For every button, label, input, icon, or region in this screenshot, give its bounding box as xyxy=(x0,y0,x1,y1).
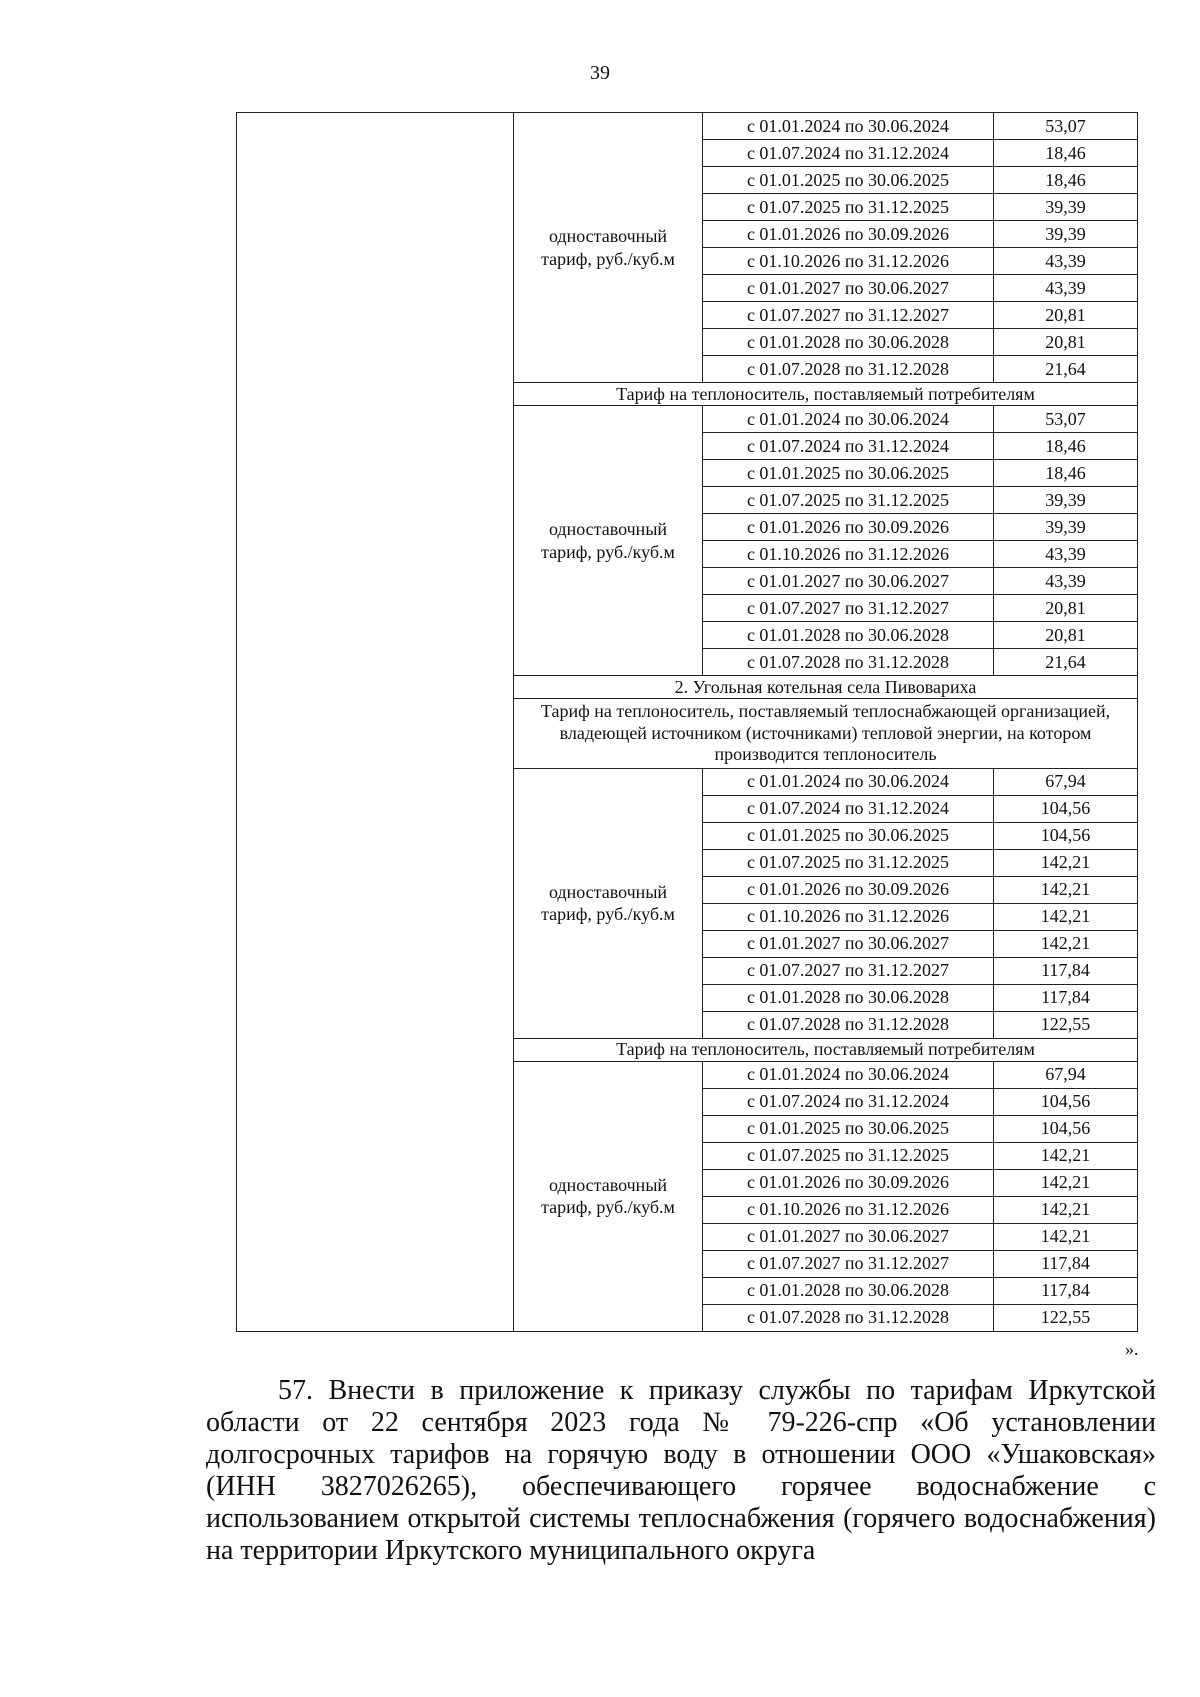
period-cell: с 01.01.2025 по 30.06.2025 xyxy=(703,1115,994,1142)
group-header: Тариф на теплоноситель, поставляемый теплоснабжающей организацией, владеющей источником (источниками) тепловой энергии, на котором производится теплоноситель xyxy=(514,699,1138,769)
value-cell: 18,46 xyxy=(994,140,1138,167)
period-cell: с 01.07.2024 по 31.12.2024 xyxy=(703,1088,994,1115)
value-cell: 104,56 xyxy=(994,1115,1138,1142)
tariff-type-cell: одноставочный тариф, руб./куб.м xyxy=(514,406,703,676)
value-cell: 122,55 xyxy=(994,1304,1138,1331)
value-cell: 43,39 xyxy=(994,248,1138,275)
value-cell: 104,56 xyxy=(994,795,1138,822)
body-paragraph: 57. Внести в приложение к приказу службы по тарифам Иркутской области от 22 сентября 2023 года № 79-226-спр «Об установлении долгосрочных тарифов на горячую воду в отношении ООО «Ушаковская» (ИНН 3827026265), обеспечивающего горячее водоснабжение с использованием открытой системы теплоснабжения (горячего водоснабжения) на территории Иркутского муниципального округа xyxy=(206,1375,1156,1566)
value-cell: 142,21 xyxy=(994,1142,1138,1169)
period-cell: с 01.07.2024 по 31.12.2024 xyxy=(703,795,994,822)
page-number: 39 xyxy=(590,62,610,84)
period-cell: с 01.01.2026 по 30.09.2026 xyxy=(703,514,994,541)
period-cell: с 01.01.2025 по 30.06.2025 xyxy=(703,460,994,487)
value-cell: 67,94 xyxy=(994,1061,1138,1088)
period-cell: с 01.07.2028 по 31.12.2028 xyxy=(703,649,994,676)
period-cell: с 01.07.2024 по 31.12.2024 xyxy=(703,433,994,460)
period-cell: с 01.01.2028 по 30.06.2028 xyxy=(703,622,994,649)
value-cell: 43,39 xyxy=(994,275,1138,302)
value-cell: 39,39 xyxy=(994,487,1138,514)
value-cell: 21,64 xyxy=(994,649,1138,676)
period-cell: с 01.10.2026 по 31.12.2026 xyxy=(703,1196,994,1223)
value-cell: 142,21 xyxy=(994,903,1138,930)
value-cell: 117,84 xyxy=(994,1277,1138,1304)
period-cell: с 01.10.2026 по 31.12.2026 xyxy=(703,541,994,568)
value-cell: 20,81 xyxy=(994,329,1138,356)
value-cell: 67,94 xyxy=(994,768,1138,795)
closing-quote: ». xyxy=(1125,1339,1139,1359)
value-cell: 39,39 xyxy=(994,194,1138,221)
value-cell: 20,81 xyxy=(994,595,1138,622)
value-cell: 18,46 xyxy=(994,167,1138,194)
period-cell: с 01.07.2027 по 31.12.2027 xyxy=(703,302,994,329)
period-cell: с 01.01.2027 по 30.06.2027 xyxy=(703,275,994,302)
value-cell: 43,39 xyxy=(994,568,1138,595)
period-cell: с 01.01.2028 по 30.06.2028 xyxy=(703,329,994,356)
period-cell: с 01.01.2024 по 30.06.2024 xyxy=(703,768,994,795)
period-cell: с 01.07.2024 по 31.12.2024 xyxy=(703,140,994,167)
value-cell: 39,39 xyxy=(994,514,1138,541)
period-cell: с 01.01.2028 по 30.06.2028 xyxy=(703,1277,994,1304)
tariff-table xyxy=(236,112,1138,1332)
empty-first-column xyxy=(237,113,514,1332)
period-cell: с 01.07.2025 по 31.12.2025 xyxy=(703,849,994,876)
value-cell: 142,21 xyxy=(994,1223,1138,1250)
period-cell: с 01.01.2026 по 30.09.2026 xyxy=(703,221,994,248)
group-header: Тариф на теплоноситель, поставляемый потребителям xyxy=(514,1038,1138,1061)
period-cell: с 01.01.2027 по 30.06.2027 xyxy=(703,930,994,957)
value-cell: 53,07 xyxy=(994,113,1138,140)
section-title: 2. Угольная котельная села Пивовариха xyxy=(514,676,1138,699)
value-cell: 18,46 xyxy=(994,433,1138,460)
value-cell: 18,46 xyxy=(994,460,1138,487)
value-cell: 142,21 xyxy=(994,1196,1138,1223)
value-cell: 142,21 xyxy=(994,1169,1138,1196)
group-header: Тариф на теплоноситель, поставляемый потребителям xyxy=(514,383,1138,406)
period-cell: с 01.01.2024 по 30.06.2024 xyxy=(703,113,994,140)
value-cell: 142,21 xyxy=(994,876,1138,903)
tariff-type-cell: одноставочный тариф, руб./куб.м xyxy=(514,1061,703,1331)
value-cell: 117,84 xyxy=(994,1250,1138,1277)
value-cell: 104,56 xyxy=(994,822,1138,849)
value-cell: 104,56 xyxy=(994,1088,1138,1115)
value-cell: 43,39 xyxy=(994,541,1138,568)
period-cell: с 01.01.2025 по 30.06.2025 xyxy=(703,167,994,194)
period-cell: с 01.01.2026 по 30.09.2026 xyxy=(703,876,994,903)
value-cell: 142,21 xyxy=(994,849,1138,876)
value-cell: 122,55 xyxy=(994,1011,1138,1038)
period-cell: с 01.07.2027 по 31.12.2027 xyxy=(703,957,994,984)
tariff-type-cell: одноставочный тариф, руб./куб.м xyxy=(514,113,703,383)
period-cell: с 01.07.2025 по 31.12.2025 xyxy=(703,194,994,221)
period-cell: с 01.07.2027 по 31.12.2027 xyxy=(703,1250,994,1277)
value-cell: 117,84 xyxy=(994,957,1138,984)
value-cell: 117,84 xyxy=(994,984,1138,1011)
period-cell: с 01.07.2025 по 31.12.2025 xyxy=(703,1142,994,1169)
table-row xyxy=(237,113,1138,140)
value-cell: 21,64 xyxy=(994,356,1138,383)
value-cell: 20,81 xyxy=(994,622,1138,649)
period-cell: с 01.01.2026 по 30.09.2026 xyxy=(703,1169,994,1196)
period-cell: с 01.01.2027 по 30.06.2027 xyxy=(703,1223,994,1250)
value-cell: 20,81 xyxy=(994,302,1138,329)
period-cell: с 01.01.2025 по 30.06.2025 xyxy=(703,822,994,849)
value-cell: 142,21 xyxy=(994,930,1138,957)
tariff-type-cell: одноставочный тариф, руб./куб.м xyxy=(514,768,703,1038)
period-cell: с 01.10.2026 по 31.12.2026 xyxy=(703,248,994,275)
period-cell: с 01.07.2025 по 31.12.2025 xyxy=(703,487,994,514)
period-cell: с 01.01.2024 по 30.06.2024 xyxy=(703,406,994,433)
value-cell: 39,39 xyxy=(994,221,1138,248)
period-cell: с 01.07.2027 по 31.12.2027 xyxy=(703,595,994,622)
period-cell: с 01.07.2028 по 31.12.2028 xyxy=(703,356,994,383)
period-cell: с 01.07.2028 по 31.12.2028 xyxy=(703,1011,994,1038)
period-cell: с 01.01.2028 по 30.06.2028 xyxy=(703,984,994,1011)
period-cell: с 01.10.2026 по 31.12.2026 xyxy=(703,903,994,930)
period-cell: с 01.01.2027 по 30.06.2027 xyxy=(703,568,994,595)
period-cell: с 01.07.2028 по 31.12.2028 xyxy=(703,1304,994,1331)
period-cell: с 01.01.2024 по 30.06.2024 xyxy=(703,1061,994,1088)
value-cell: 53,07 xyxy=(994,406,1138,433)
